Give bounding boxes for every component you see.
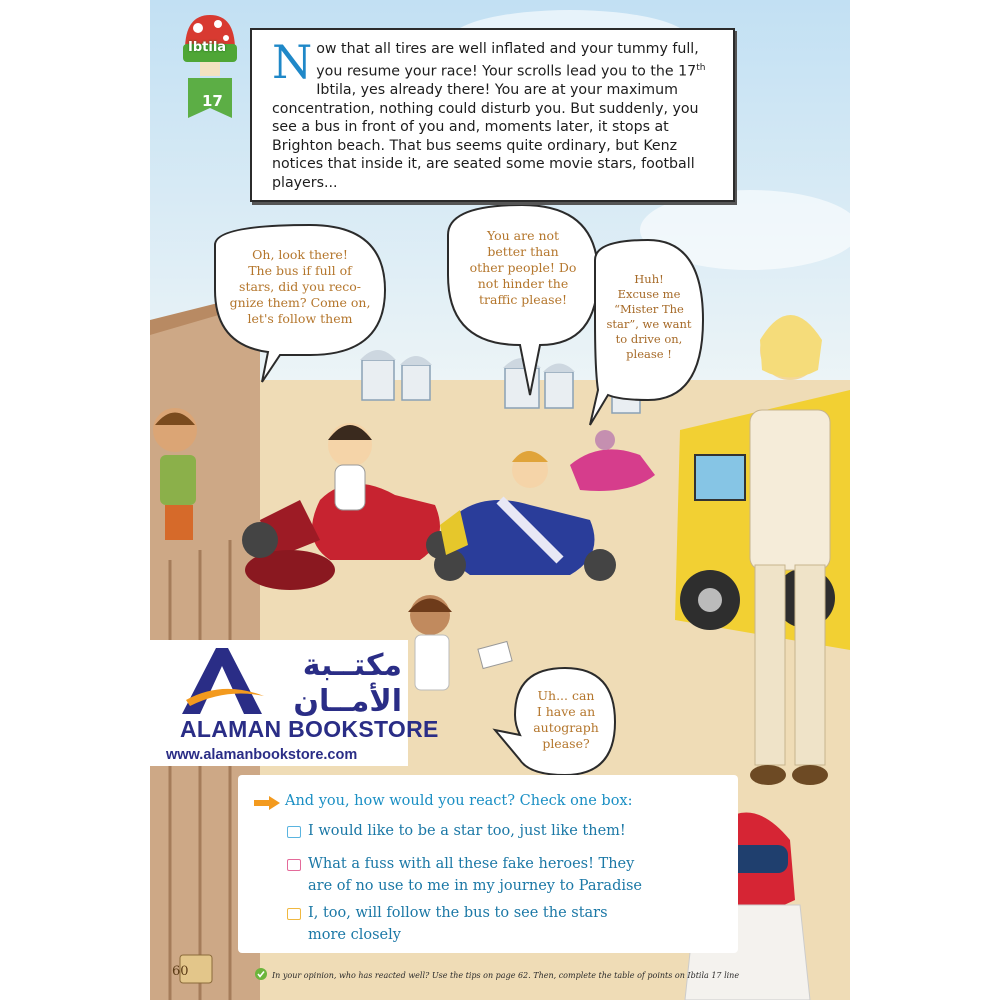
bubble-line: other people! Do [469, 260, 577, 275]
ordinal-suffix: th [696, 62, 706, 73]
drop-cap: N [272, 35, 313, 89]
option-2-text [308, 853, 642, 897]
bubble-line: star”, we want [606, 317, 692, 331]
watermark-url[interactable]: www.alamanbookstore.com [166, 747, 358, 763]
bubble-3-text [598, 272, 700, 362]
bubble-2-text [452, 228, 594, 308]
bubble-line: “Mister The [614, 302, 684, 316]
option-3-text [308, 902, 608, 946]
alaman-logo-icon [176, 644, 268, 716]
bubble-line: autograph [533, 720, 599, 735]
narration-part-1: ow that all tires are well inflated and your tummy full, you resume your race! Your scrolls lead you to the 17 [316, 41, 699, 80]
bubble-line: please ! [626, 347, 672, 361]
page-number: 60 [172, 964, 189, 979]
question-prompt: And you, how would you react? Check one box: [285, 793, 633, 809]
bubble-line: I have an [536, 704, 596, 719]
option-line: What a fuss with all these fake heroes! They [308, 856, 635, 872]
narration-text [272, 35, 719, 192]
arrow-icon [253, 795, 281, 811]
narration-part-2: Ibtila, yes already there! You are at your maximum concentration, nothing could disturb you. But suddenly, you see a bus in front of you and, moments later, it stops at Brighton beach. That bus seems quite ordinary, but Kenz notices that inside it, are seated some movie stars, football players... [272, 81, 699, 191]
narration-box [250, 28, 735, 202]
option-line: I, too, will follow the bus to see the stars [308, 905, 608, 921]
bubble-line: to drive on, [615, 332, 683, 346]
checkmark-icon [255, 968, 267, 980]
bubble-line: let's follow them [247, 311, 353, 326]
option-3-checkbox[interactable] [287, 908, 301, 920]
option-line: more closely [308, 927, 401, 943]
bubble-line: stars, did you reco- [239, 279, 361, 294]
bubble-line: better than [487, 244, 559, 259]
option-2-checkbox[interactable] [287, 859, 301, 871]
bubble-line: traffic please! [479, 292, 567, 307]
bubble-1-text [220, 247, 380, 327]
option-line: I would like to be a star too, just like them! [308, 823, 626, 839]
arabic-line-2: الأمــان [293, 684, 402, 717]
bubble-line: please? [542, 736, 590, 751]
watermark-name: ALAMAN BOOKSTORE [180, 716, 439, 742]
badge-title: Ibtila [188, 40, 227, 55]
bubble-4-text [520, 688, 612, 752]
comic-page [150, 0, 850, 1000]
footer-note: In your opinion, who has reacted well? Use the tips on page 62. Then, complete the table of points on Ibtila 17 line [272, 971, 740, 980]
arabic-line-1: مكتــبة [302, 648, 402, 683]
option-1-checkbox[interactable] [287, 826, 301, 838]
bubble-line: The bus if full of [248, 263, 352, 278]
badge-number: 17 [202, 92, 223, 110]
option-1-text [308, 820, 626, 842]
bubble-line: Huh! [634, 272, 664, 286]
arabic-store-name [270, 645, 406, 717]
bubble-line: Excuse me [617, 287, 681, 301]
bubble-line: You are not [486, 228, 560, 243]
bubble-line: gnize them? Come on, [229, 295, 371, 310]
bubble-line: not hinder the [477, 276, 569, 291]
bubble-line: Uh... can [537, 688, 595, 703]
option-line: are of no use to me in my journey to Paradise [308, 878, 643, 894]
bubble-line: Oh, look there! [252, 247, 348, 262]
